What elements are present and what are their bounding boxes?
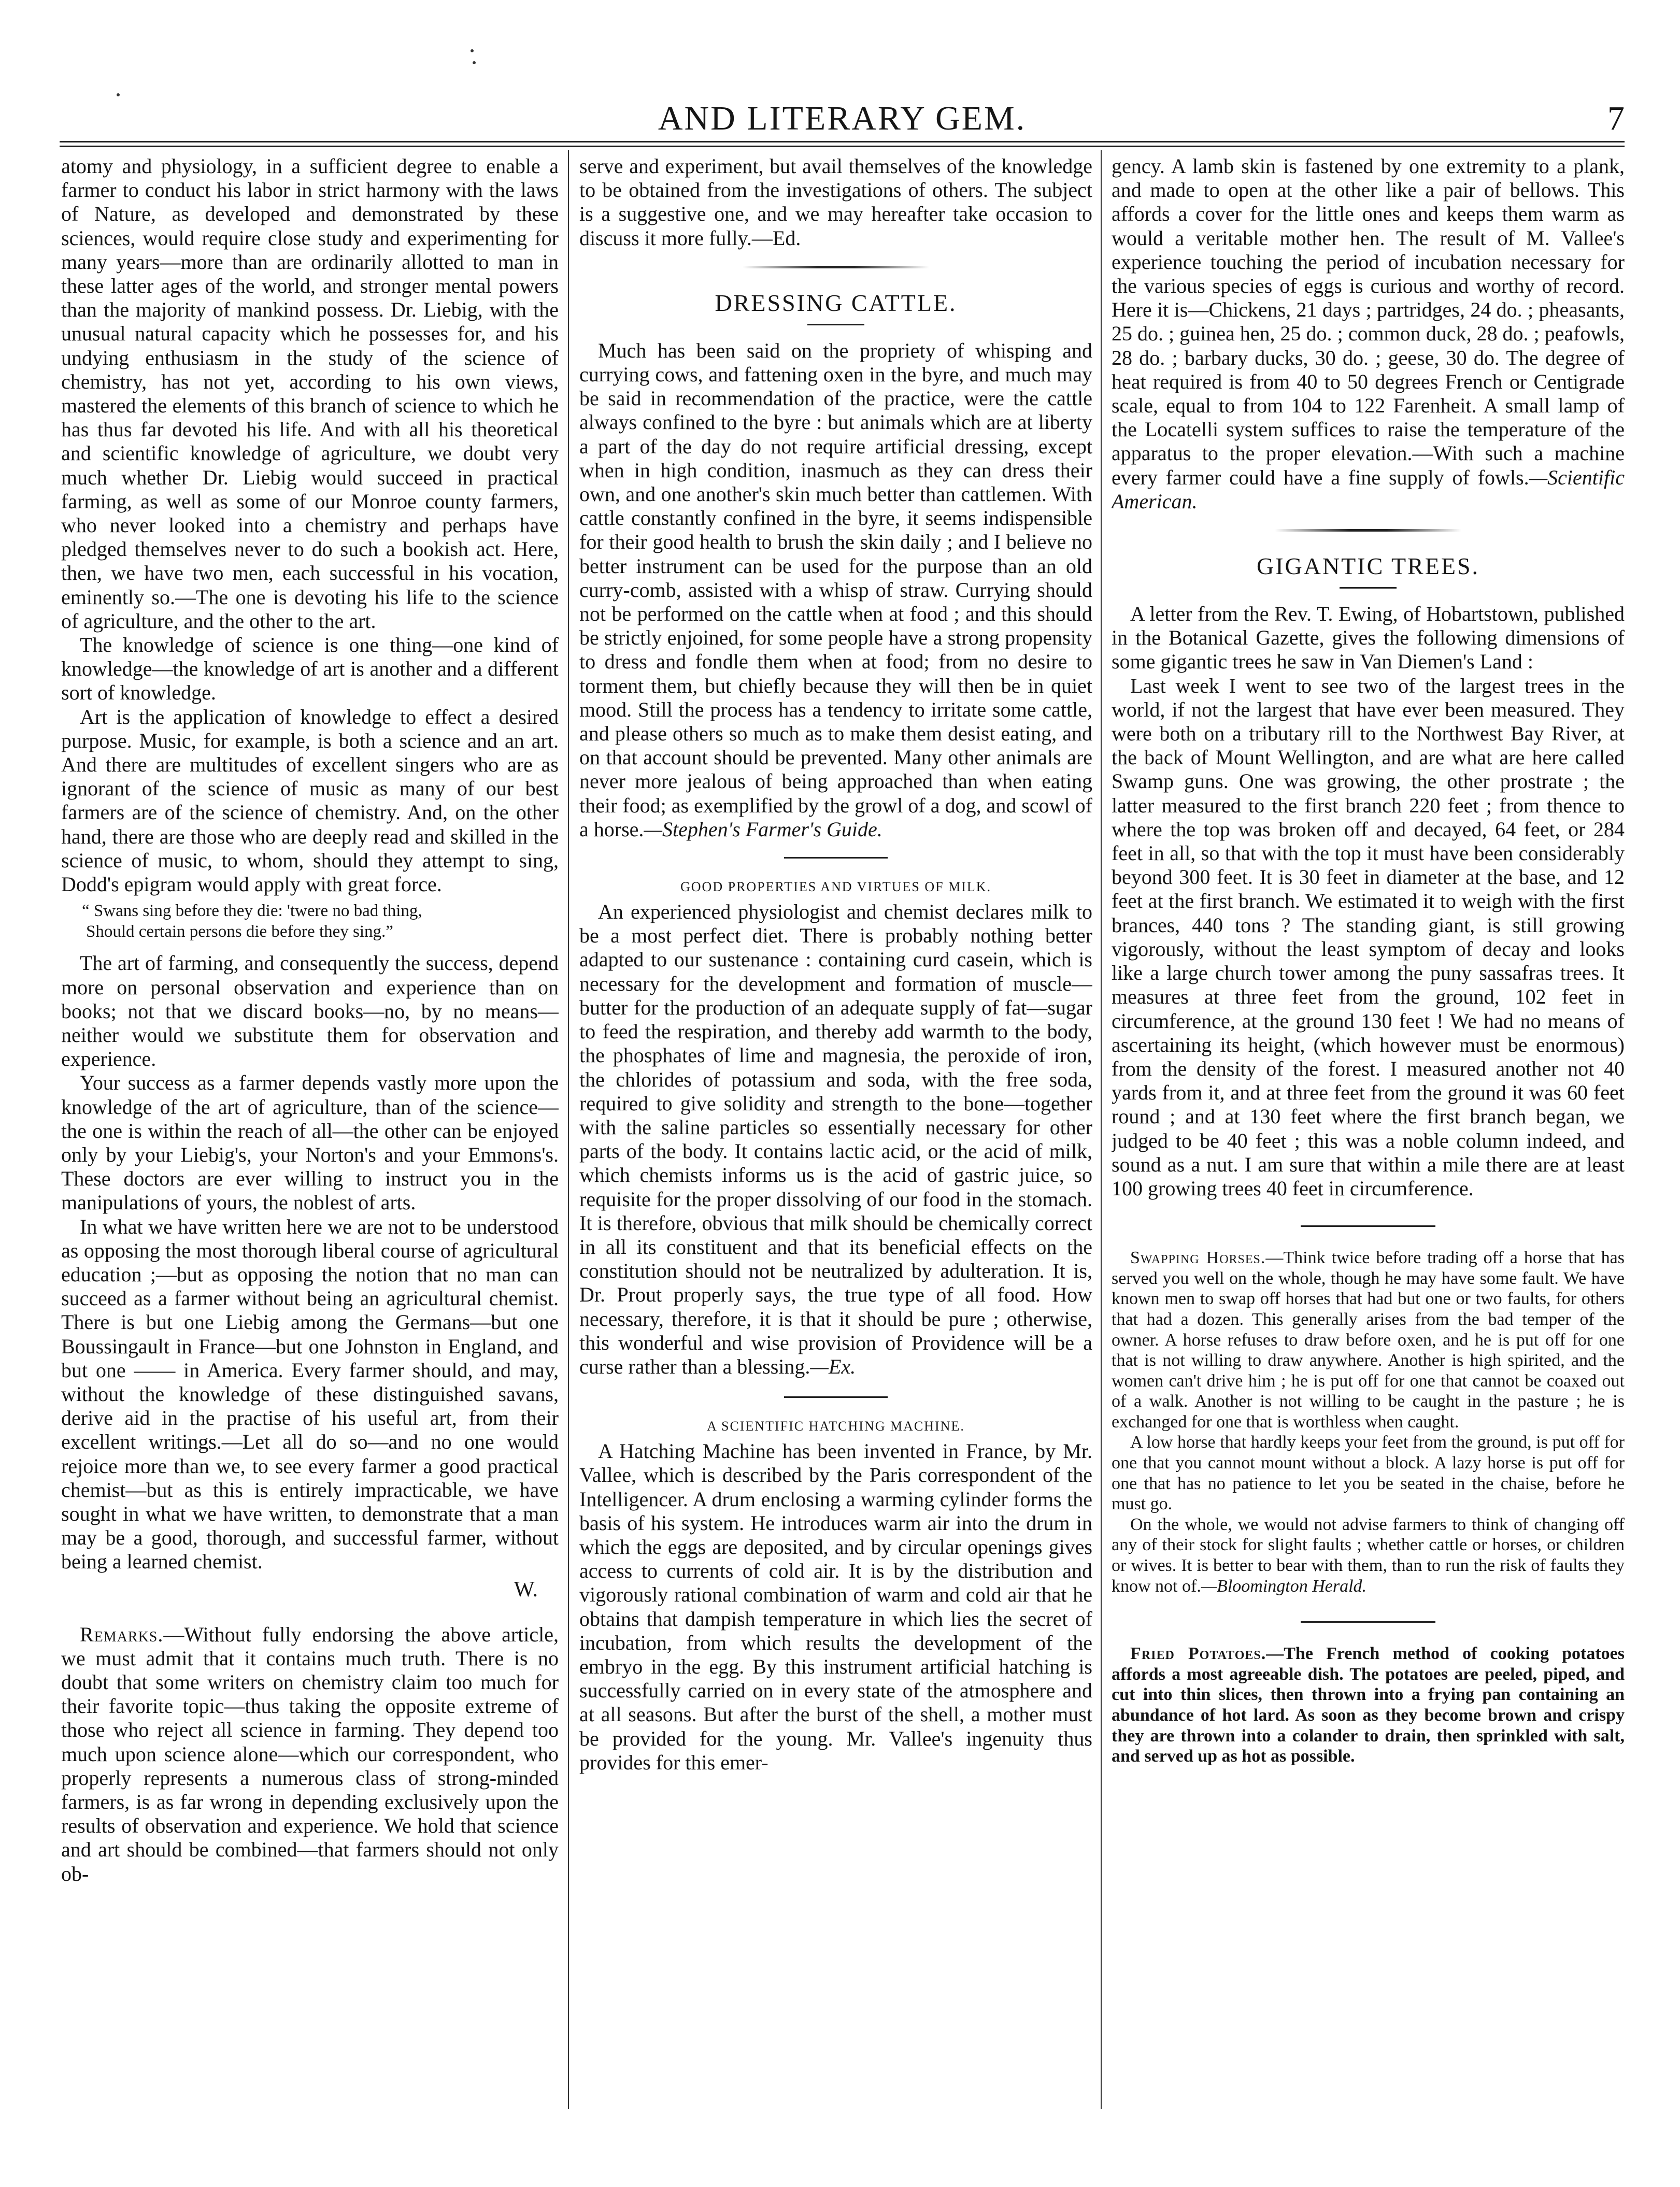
column-3 (1112, 154, 1625, 2123)
paragraph-text: Much has been said on the propriety of whisping and currying cows, and fattening oxen in the byre, and much may be said in recommendation of the practice, were the cattle always confined to the byre : but animals which are at liberty a part of the day do not require artificial dressing, except when in high condition, inasmuch as they can dress their own, and one another's skin much better than cattlemen. With cattle constantly confined in the byre, it seems indispensible for their good health to brush the skin daily ; and I believe no better instrument can be used for the purpose than an old curry-comb, assisted with a whisp of straw. Currying should not be performed on the cattle when at food ; and this should be strictly enjoined, for some people have a strong propensity to dress and fondle them when at food; from no desire to torment them, but chiefly because they will then be in quiet mood. Still the process has a tendency to irritate some cattle, and please others so much as to make them desist eating, and on that account should be prevented. Many other animals are never more jealous of being approached than when eating their food; as exemplified by the growl of a dog, and scowl of a horse. (579, 338, 1092, 841)
verse-line: Should certain persons die before they sing.” (86, 922, 393, 941)
article-paragraph (1112, 1643, 1625, 1767)
article-paragraph: serve and experiment, but avail themselves of the knowledge to be obtained from the investigations of others. The subject is a suggestive one, and we may hereafter take occasion to discuss it more fully.—Ed. (579, 154, 1092, 250)
source-citation: —Scientific American. (1112, 465, 1625, 513)
article-paragraph: In what we have written here we are not to be understood as opposing the most thorough liberal course of agricultural education ;—but as opposing the notion that no man can succeed as a farmer without being an agricultural chemist. There is but one Liebig among the Germans—but one Boussingault in France—but one Johnston in England, and but one —— in America. Every farmer should, and may, without the knowledge of these distinguished savans, derive aid in the practise of his useful art, from their excellent writings.—Let all do so—and no one would rejoice more than we, to see every farmer a good practical chemist—but as this is entirely impracticable, we have sought in what we have written, to demonstrate that a man may be a good, thorough, and successful farmer, without being a learned chemist. (61, 1214, 559, 1574)
section-rule (1301, 1621, 1435, 1623)
source-citation: —Ex. (810, 1354, 856, 1378)
article-paragraph (579, 339, 1092, 841)
paragraph-text: —Think twice before trading off a horse that has served you well on the whole, though he may have some fault. We have known men to swap off horses that had but one or two faults, for others that had a dozen. This generally arises from the bad temper of the owner. A horse refuses to draw before oxen, and he is put off for one that is not willing to draw anywhere. Another is high spirited, and the women can't drive him ; he is put off for one that cannot be coaxed out of a walk. Another is not willing to be caught in the pasture ; he is exchanged for one that is worthless when caught. (1112, 1248, 1625, 1432)
remarks-lead: Remarks. (80, 1622, 164, 1646)
column-2 (579, 154, 1092, 2123)
swapping-horses-item (1112, 1248, 1625, 1596)
remarks-body: —Without fully endorsing the above article, we must admit that it contains much truth. There is no doubt that some writers on chemistry claim too much for their favorite topic—thus taking the opposite extreme of those who reject all science in farming. They depend too much upon science alone—which our correspondent, who properly represents a numerous class of strong-minded farmers, is as far wrong in depending exclusively upon the results of observation and experience. We hold that science and art should be combined—that farmers should not only ob- (61, 1622, 559, 1885)
article-paragraph (1112, 154, 1625, 513)
verse-line: “ Swans sing before they die: 'twere no bad thing, (82, 902, 422, 921)
column-divider (568, 150, 569, 2109)
article-paragraph (1112, 1514, 1625, 1596)
running-title: AND LITERARY GEM. (658, 99, 1027, 137)
page-header (60, 85, 1625, 142)
editor-remarks (61, 1623, 559, 1886)
paragraph-text: —The French method of cooking potatoes affords a most agreeable dish. The potatoes are peeled, piped, and cut into thin slices, then thrown into a frying pan containing an abundance of hot lard. As soon as they become brown and crispy they are thrown into a colander to drain, then sprinkled with salt, and served up as hot as possible. (1112, 1644, 1625, 1766)
paragraph-text: gency. A lamb skin is fastened by one extremity to a plank, and made to open at the other like a pair of bellows. This affords a cover for the little ones and keeps them warm as would a veritable mother hen. The result of M. Vallee's experience touching the period of incubation necessary for the various species of eggs is curious and worthy of record. Here it is—Chickens, 21 days ; partridges, 24 do. ; pheasants, 25 do. ; guinea hen, 25 do. ; common duck, 28 do. ; peafowls, 28 do. ; barbary ducks, 30 do. ; geese, 30 do. The degree of heat required is from 40 to 50 degrees French or Centigrade scale, equal to from 104 to 122 Farenheit. A small lamp of the Locatelli system suffices to raise the temperature of the apparatus to the proper elevation.—With such a machine every farmer could have a fine supply of fowls. (1112, 154, 1625, 489)
ornamental-rule (1275, 529, 1461, 532)
article-paragraph (1112, 1248, 1625, 1432)
author-signature: W. (514, 1577, 538, 1602)
source-citation: —Bloomington Herald. (1201, 1576, 1367, 1596)
title-rule (807, 324, 864, 325)
article-paragraph: atomy and physiology, in a sufficient degree to enable a farmer to conduct his labor in strict harmony with the laws of Nature, as developed and demonstrated by these sciences, would require close study and experimenting for many years—more than are ordinarily allotted to man in these latter ages of the world, and stronger mental powers than the majority of mankind possess. Dr. Liebig, with the unusual natural capacity which he possesses for, and his undying enthusiasm in the study of the science of chemistry, has not yet, according to his own views, mastered the elements of this branch of science to which he has thus far devoted his life. And with all his theoretical and scientific knowledge of agriculture, we doubt very much whether Dr. Liebig would succeed in practical farming, as well as some of our Monroe county farmers, who never looked into a chemistry and perhaps have pledged themselves never to do such a bookish act. Here, then, we have two men, each successful in his vocation, eminently so.—The one is devoting his life to the science of agriculture, and the other to the art. (61, 154, 559, 633)
print-speck (473, 61, 476, 64)
print-speck (471, 49, 474, 52)
article-paragraph: The knowledge of science is one thing—one kind of knowledge—the knowledge of art is another and a different sort of knowledge. (61, 633, 559, 705)
section-rule (784, 857, 888, 859)
header-rule (60, 141, 1625, 147)
section-title: GIGANTIC TREES. (1256, 553, 1480, 580)
article-paragraph: Last week I went to see two of the largest trees in the world, if not the largest that have ever been measured. They were both on a tributary rill to the Northwest Bay River, at the back of Mount Wellington, and are what are here called Swamp guns. One was growing, the other prostrate ; the latter measured to the first branch 220 feet ; from thence to where the top was broken off and decayed, 64 feet, or 284 feet in all, so that with the top it must have been considerably beyond 300 feet. It is 30 feet in diameter at the base, and 12 feet at the first branch. We estimated it to weigh with the first brances, 440 tons ? The standing giant, is still growing vigorously, without the least symptom of decay and looks like a large church tower among the puny sassafras trees. It measures at three feet from the ground, 102 feet in circumference, at the ground 130 feet ! We had no means of ascertaining its height, (which however must be enormous) from the density of the forest. I measured another not 40 yards from it, and at three feet from the ground it was 60 feet round ; and at 130 feet where the first branch began, we judged to be 40 feet ; this was a noble column indeed, and sound as a nut. I am sure that within a mile there are at least 100 growing trees 40 feet in circumference. (1112, 674, 1625, 1200)
paragraph-text: An experienced physiologist and chemist declares milk to be a most perfect diet. There is probably nothing better adapted to our sustenance : containing curd casein, which is necessary for the development and formation of muscle—butter for the production of an adequate supply of fat—sugar to feed the respiration, and thereby add warmth to the body, the phosphates of lime and magnesia, the peroxide of iron, the chlorides of potassium and soda, with the free soda, required to give solidity and strength to the bone—together with the saline particles so essentially necessary for other parts of the body. It contains lactic acid, or the acid of milk, which chemists informs us is the acid of gastric juice, so requisite for the proper dissolving of our food in the stomach. It is therefore, obvious that milk should be chemically correct in all its constituent and that its beneficial effects on the constitution should not be neutralized by adulteration. It is, Dr. Prout properly says, the true type of all food. How necessary, therefore, it is that it should be pure ; otherwise, this wonderful and wise provision of Providence will be a curse rather than a blessing. (579, 900, 1092, 1378)
section-title: A SCIENTIFIC HATCHING MACHINE. (707, 1419, 965, 1434)
fried-potatoes-item (1112, 1643, 1625, 1767)
section-title: DRESSING CATTLE. (715, 289, 957, 316)
article-paragraph: A Hatching Machine has been invented in France, by Mr. Vallee, which is described by the Paris correspondent of the Intelligencer. A drum enclosing a warming cylinder forms the basis of his system. He introduces warm air into the drum in which the eggs are deposited, and by circular openings gives access to currents of cold air. It is by the distribution and vigorously rational combination of warm and cold air that he obtains that dampish temperature in which lies the secret of incubation, from which results the development of the embryo in the egg. By this instrument artificial hatching is successfully carried on in every state of the atmosphere and at all seasons. But after the burst of the shell, a mother must be provided for the young. Mr. Vallee's ingenuity thus provides for this emer- (579, 1439, 1092, 1774)
paragraph-text: On the whole, we would not advise farmers to think of changing off any of their stock for slight faults ; whether cattle or horses, or children or wives. It is better to bear with them, than to run the risk of faults they know not of. (1112, 1514, 1625, 1596)
article-paragraph: Your success as a farmer depends vastly more upon the knowledge of the art of agriculture, than of the science—the one is within the reach of all—the other can be enjoyed only by your Liebig's, your Norton's and your Emmons's. These doctors are ever willing to instruct you in the manipulations of yours, the noblest of arts. (61, 1071, 559, 1214)
title-rule (1340, 587, 1397, 589)
section-rule (784, 1396, 888, 1398)
article-paragraph: A letter from the Rev. T. Ewing, of Hobartstown, published in the Botanical Gazette, gives the following dimensions of some gigantic trees he saw in Van Diemen's Land : (1112, 602, 1625, 674)
article-paragraph: Art is the application of knowledge to effect a desired purpose. Music, for example, is both a science and an art. And there are multitudes of excellent singers who are as ignorant of the science of music as many of our best farmers are of the science of chemistry. And, on the other hand, there are those who are deeply read and skilled in the science of music, to whom, should they attempt to sing, Dodd's epigram would apply with great force. (61, 705, 559, 896)
section-title: GOOD PROPERTIES AND VIRTUES OF MILK. (680, 879, 991, 895)
epigram-verse (82, 900, 559, 942)
column-divider (1101, 150, 1102, 2109)
section-rule (1301, 1225, 1435, 1227)
column-1 (61, 154, 559, 2123)
ornamental-rule (743, 266, 929, 268)
page-number: 7 (1607, 99, 1625, 137)
article-paragraph: The art of farming, and consequently the success, depend more on personal observation and experience than on books; not that we discard books—no, by no means—neither would we substitute them for observation and experience. (61, 951, 559, 1071)
article-paragraph: A low horse that hardly keeps your feet from the ground, is put off for one that you cannot mount without a block. A lazy horse is put off for one that has no patience to let you be seated in the chaise, before he must go. (1112, 1433, 1625, 1514)
item-lead: Fried Potatoes. (1130, 1644, 1266, 1664)
item-lead: Swapping Horses. (1130, 1248, 1266, 1268)
source-citation: —Stephen's Farmer's Guide. (644, 817, 882, 841)
article-paragraph (579, 900, 1092, 1379)
